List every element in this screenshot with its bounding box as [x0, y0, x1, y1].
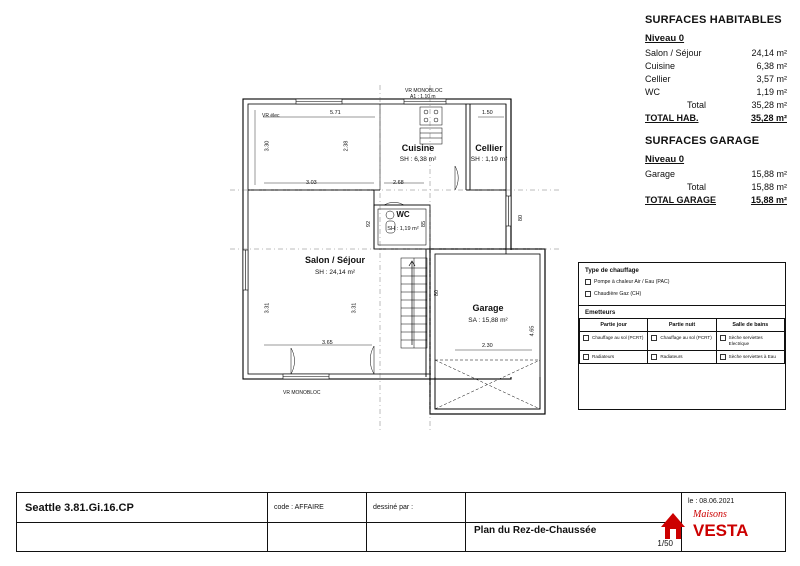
garage-total-label: Total	[687, 182, 707, 192]
room-label-salon: Salon / Séjour	[304, 255, 365, 265]
maisons-vesta-logo	[657, 501, 777, 543]
cell-label: Chauffage au sol (PCRT)	[592, 335, 644, 340]
annotation-window-a1: A1 : 1.10 m	[410, 94, 436, 100]
column-header: Partie nuit	[648, 319, 716, 332]
surface-grandtotal-label: TOTAL HAB.	[645, 113, 699, 123]
dimension-85: 85	[421, 220, 428, 228]
divider	[367, 522, 465, 523]
surfaces-habitables-title: SURFACES HABITABLES	[645, 14, 782, 26]
surface-total-value: 35,28 m²	[751, 100, 787, 110]
titleblock	[16, 492, 786, 552]
surface-total-label: Total	[687, 100, 707, 110]
drawn-by: dessiné par :	[373, 504, 414, 511]
room-label-cuisine: Cuisine	[401, 143, 435, 153]
surface-grandtotal-value: 35,28 m²	[750, 113, 787, 123]
surface-value: 6,38 m²	[756, 61, 787, 71]
room-label-wc: WC	[396, 210, 410, 219]
chauffage-option-label: Chaudière Gaz (CH)	[594, 291, 642, 297]
titleblock-drawnby-cell	[367, 493, 466, 551]
niveau-0-label-hab: Niveau 0	[645, 33, 685, 44]
surface-value: 3,57 m²	[756, 74, 787, 84]
niveau-0-label-garage: Niveau 0	[645, 154, 685, 165]
room-area-salon: SH : 24,14 m²	[314, 269, 356, 276]
dimension-238: 2.38	[343, 140, 350, 152]
titleblock-project-cell	[17, 493, 268, 551]
room-label-cellier: Cellier	[475, 143, 503, 153]
surface-label: Salon / Séjour	[645, 48, 702, 58]
annotation-vr-monobloc-top: VR MONOBLOC	[405, 88, 443, 94]
titleblock-code-cell	[268, 493, 367, 551]
dimension-365: 3.65	[322, 340, 333, 346]
project-name: Seattle 3.81.Gi.16.CP	[25, 502, 134, 514]
surface-label: Garage	[645, 169, 676, 179]
plan-title: Plan du Rez-de-Chaussée	[474, 525, 597, 536]
svg-text:VESTA: VESTA	[693, 521, 749, 540]
garage-grandtotal-value: 15,88 m²	[750, 195, 787, 205]
cell-label: Chauffage au sol (PCRT)	[660, 335, 712, 340]
cell-label: Radiateurs	[660, 354, 683, 359]
annotation-vr-monobloc-bottom: VR MONOBLOC	[283, 390, 321, 396]
dimension-left-331: 3.31	[264, 302, 271, 314]
plan-date: le : 08.06.2021	[688, 498, 735, 505]
divider	[268, 522, 366, 523]
dimension-80: 80	[518, 214, 525, 222]
dimension-331b: 3.31	[351, 302, 358, 314]
room-area-cellier: SH : 1,19 m²	[470, 156, 508, 163]
room-area-wc: SH : 1,19 m²	[387, 226, 419, 232]
column-header: Partie jour	[580, 319, 648, 332]
titleblock-date-logo-cell	[682, 493, 785, 551]
room-label-garage: Garage	[472, 303, 504, 313]
annotation-vr-elec: VR élec	[262, 113, 280, 119]
dimension-top-150: 1.50	[482, 110, 493, 116]
surface-value: 24,14 m²	[751, 48, 787, 58]
dimension-80b: 80	[434, 289, 441, 297]
svg-text:Maisons: Maisons	[693, 509, 727, 520]
room-area-cuisine: SH : 6,38 m²	[399, 156, 437, 163]
garage-grandtotal-label: TOTAL GARAGE	[645, 195, 717, 205]
surfaces-garage-title: SURFACES GARAGE	[645, 135, 760, 147]
surface-label: Cuisine	[645, 61, 676, 71]
chauffage-option-label: Pompe à chaleur Air / Eau (PAC)	[594, 279, 670, 285]
surface-value: 15,88 m²	[751, 169, 787, 179]
surface-value: 1,19 m²	[756, 87, 787, 97]
dimension-465: 4.65	[529, 325, 536, 337]
surface-label: Cellier	[645, 74, 671, 84]
cell-label: Radiateurs	[592, 354, 615, 359]
divider	[17, 522, 267, 523]
chauffage-type-title: Type de chauffage	[585, 267, 639, 274]
dimension-303: 3.03	[306, 180, 317, 186]
dimension-left-330: 3.30	[264, 140, 271, 152]
column-header: Salle de bains	[716, 319, 784, 332]
dimension-230: 2.30	[482, 343, 493, 349]
titleblock-title-cell	[466, 493, 682, 551]
room-area-garage: SA : 15,88 m²	[468, 317, 508, 324]
code-affaire: code : AFFAIRE	[274, 504, 324, 511]
dimension-268: 2.68	[393, 180, 404, 186]
garage-total-value: 15,88 m²	[751, 182, 787, 192]
divider	[466, 522, 681, 523]
plan-scale: 1/50	[657, 539, 673, 548]
surface-label: WC	[645, 87, 660, 97]
cell-label: Sèche serviettes Electrique	[728, 335, 763, 346]
cell-label: Sèche serviettes à Eau	[728, 354, 776, 359]
dimension-top-571: 5.71	[330, 110, 341, 116]
emetteurs-title: Emetteurs	[585, 309, 616, 316]
dimension-92: 92	[366, 220, 373, 228]
